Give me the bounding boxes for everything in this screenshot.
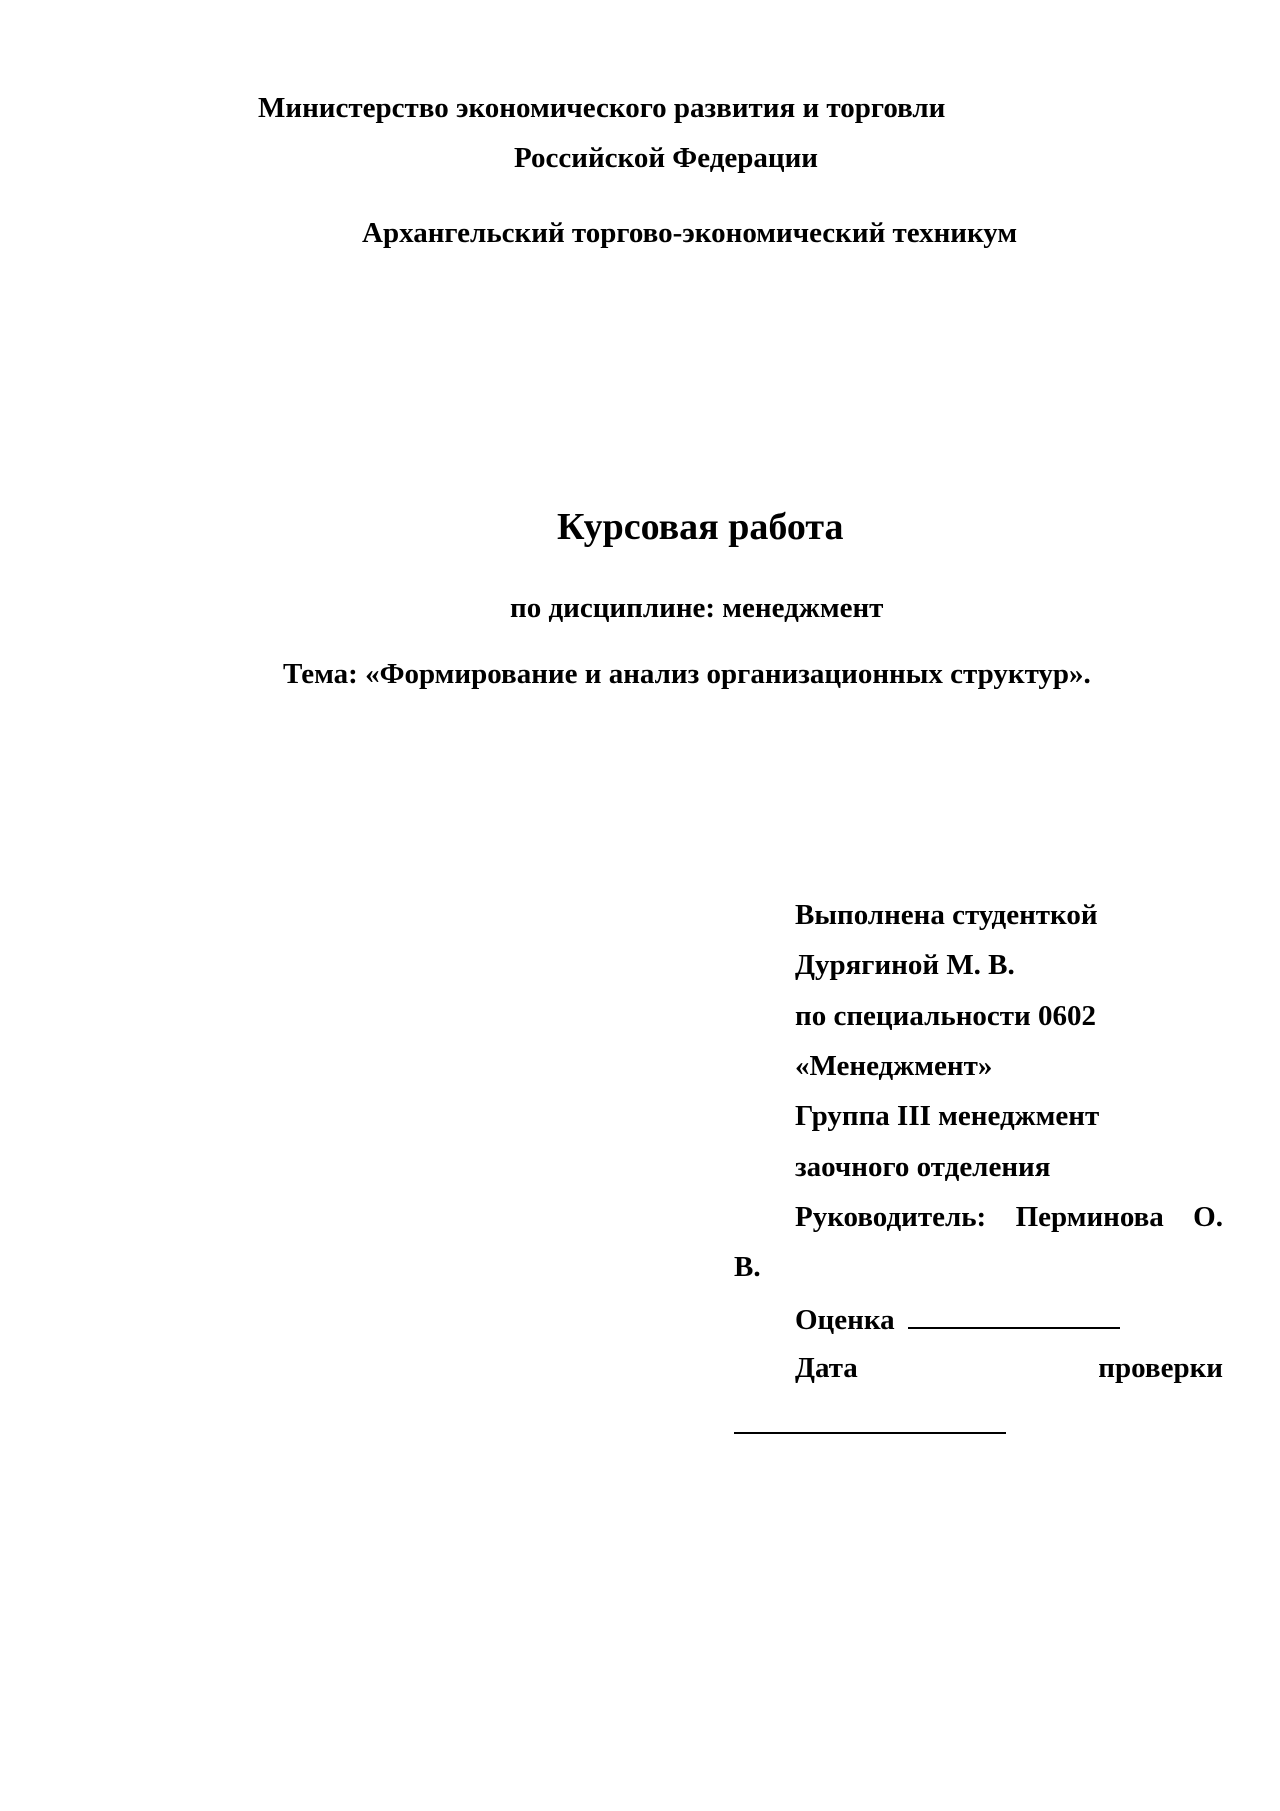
date-label: Дата — [795, 1352, 858, 1384]
author-line-2: Дурягиной М. В. — [795, 949, 1015, 981]
supervisor-line — [795, 1200, 1223, 1234]
supervisor-initial-1: О. — [1193, 1201, 1223, 1233]
grade-label: Оценка — [795, 1304, 895, 1336]
author-line-4: «Менеджмент» — [795, 1050, 993, 1082]
date-label-2: проверки — [1098, 1352, 1223, 1384]
topic-line: Тема: «Формирование и анализ организационных структур». — [283, 658, 1091, 690]
supervisor-name: Перминова — [1015, 1201, 1164, 1233]
author-line-3: по специальности 0602 — [795, 1000, 1096, 1032]
author-line-6: заочного отделения — [795, 1151, 1051, 1183]
institution-name: Архангельский торгово-экономический техникум — [362, 217, 1018, 249]
ministry-line-2: Российской Федерации — [514, 142, 819, 174]
date-blank — [734, 1432, 1006, 1434]
supervisor-initial-2: В. — [734, 1251, 761, 1283]
document-title: Курсовая работа — [557, 506, 844, 548]
supervisor-label: Руководитель: — [795, 1201, 987, 1233]
grade-line — [795, 1301, 1120, 1337]
date-line — [795, 1351, 1223, 1385]
ministry-line-1: Министерство экономического развития и торговли — [258, 92, 946, 124]
author-line-1: Выполнена студенткой — [795, 899, 1098, 931]
author-line-5: Группа III менеджмент — [795, 1100, 1100, 1132]
discipline-line: по дисциплине: менеджмент — [510, 592, 884, 624]
grade-blank — [908, 1301, 1120, 1329]
